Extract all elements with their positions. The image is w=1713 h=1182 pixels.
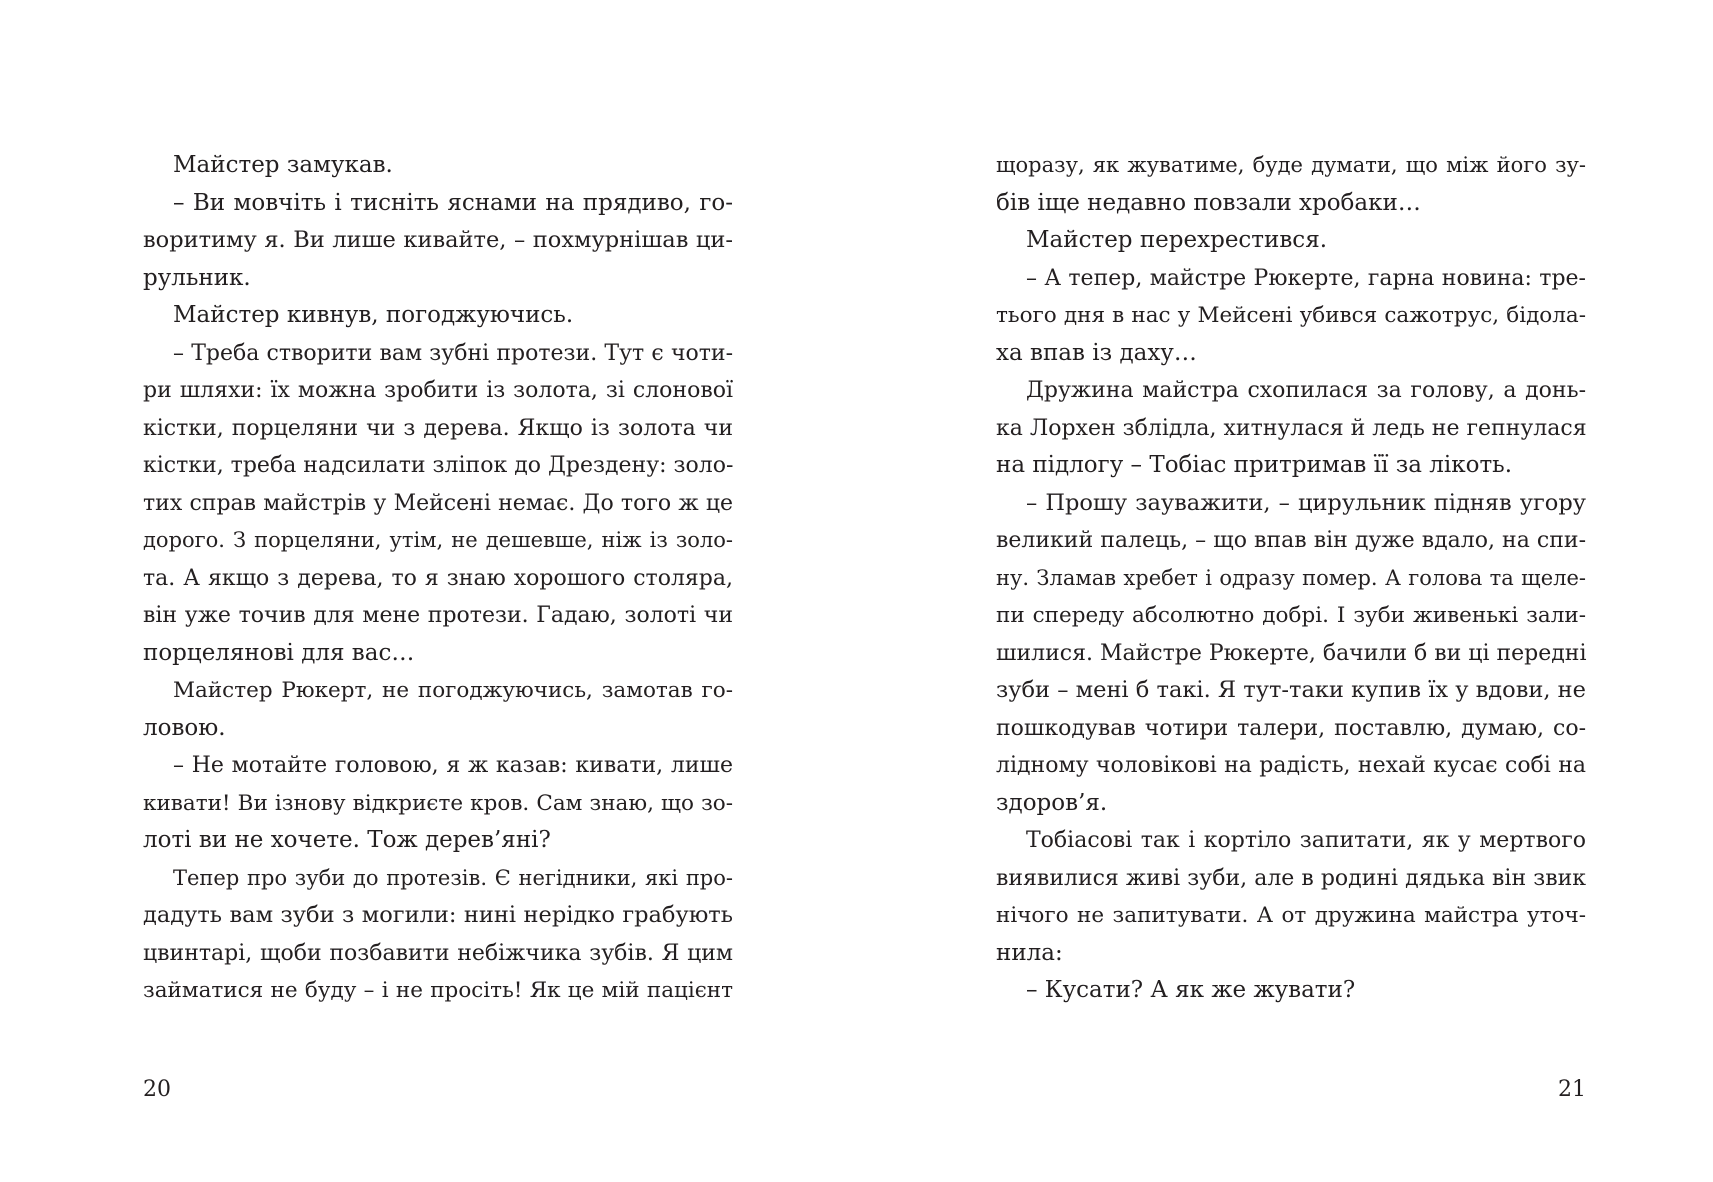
right-page-text: [996, 147, 1586, 1010]
text-line: нила:: [996, 939, 1063, 966]
text-line: лідному чоловікові на радість, нехай кусає собі на: [996, 753, 1586, 778]
text-line: кивати! Ви ізнову відкриєте кров. Сам знаю, що зо-: [143, 790, 733, 816]
text-line: ха впав із даху…: [996, 339, 1197, 366]
text-line: – А тепер, майстре Рюкерте, гарна новина: тре-: [1026, 265, 1586, 291]
text-line: здоров’я.: [996, 789, 1108, 816]
text-line: – Прошу зауважити, – цирульник підняв угору: [1026, 489, 1586, 516]
page-number-right: 21: [1558, 1077, 1586, 1102]
text-line: Майстер кивнув, погоджуючись.: [173, 302, 574, 328]
text-line: пошкодував чотири талери, поставлю, думаю, со-: [996, 715, 1586, 741]
left-page-text: [143, 147, 733, 1010]
text-line: тих справ майстрів у Мейсені немає. До того ж це: [143, 490, 733, 516]
text-line: кістки, порцеляни чи з дерева. Якщо із золота чи: [143, 415, 733, 441]
text-line: тього дня в нас у Мейсені убився сажотрус, бідола-: [996, 303, 1586, 328]
text-line: дорого. З порцеляни, утім, не дешевше, ніж із золо-: [143, 528, 733, 552]
text-line: на підлогу – Тобіас притримав її за лікоть.: [996, 452, 1513, 478]
text-line: займатися не буду – і не просіть! Як це мій пацієнт: [143, 978, 733, 1003]
text-line: великий палець, – що впав він дуже вдало, на спи-: [996, 528, 1586, 553]
text-line: лоті ви не хочете. Тож дерев’яні?: [143, 827, 551, 853]
text-line: бів іще недавно повзали хробаки…: [996, 189, 1421, 216]
text-line: Тобіасові так і кортіло запитати, як у мертвого: [1026, 828, 1586, 853]
text-line: ка Лорхен зблідла, хитнулася й ледь не гепнулася: [996, 415, 1587, 441]
text-line: шилися. Майстре Рюкерте, бачили б ви ці передні: [996, 640, 1587, 666]
text-line: зуби – мені б такі. Я тут-таки купив їх у вдови, не: [996, 677, 1586, 703]
text-line: порцелянові для вас…: [143, 639, 415, 666]
text-line: – Не мотайте головою, я ж казав: кивати, лише: [173, 753, 733, 778]
text-line: та. А якщо з дерева, то я знаю хорошого столяра,: [143, 565, 733, 591]
text-line: Дружина майстра схопилася за голову, а донь-: [1026, 378, 1586, 403]
text-line: – Ви мовчіть і тисніть яснами на прядиво, го-: [173, 189, 733, 216]
text-line: нічого не запитувати. А от дружина майстра уточ-: [996, 903, 1586, 928]
text-line: Майстер Рюкерт, не погоджуючись, замотав го-: [173, 678, 733, 703]
text-line: ловою.: [143, 714, 226, 741]
text-line: він уже точив для мене протези. Гадаю, золоті чи: [143, 603, 733, 628]
text-line: Майстер перехрестився.: [1026, 227, 1328, 253]
text-line: цвинтарі, щоби позбавити небіжчика зубів. Я цим: [143, 940, 733, 966]
page-number-left: 20: [143, 1077, 171, 1102]
text-line: Тепер про зуби до протезів. Є негідники, які про-: [173, 865, 733, 890]
text-line: рульник.: [143, 264, 251, 291]
text-line: щоразу, як жуватиме, буде думати, що між його зу-: [996, 153, 1586, 177]
text-line: Майстер замукав.: [173, 152, 393, 178]
text-line: ну. Зламав хребет і одразу помер. А голова та щеле-: [996, 565, 1586, 590]
text-line: дадуть вам зуби з могили: нині нерідко грабують: [143, 902, 733, 928]
text-line: пи спереду абсолютно добрі. І зуби живенькі зали-: [996, 603, 1586, 628]
text-line: – Кусати? А як же жувати?: [1026, 977, 1356, 1003]
text-line: – Треба створити вам зубні протези. Тут є чоти-: [173, 340, 733, 366]
text-line: виявилися живі зуби, але в родині дядька він звик: [996, 865, 1586, 891]
text-line: ри шляхи: їх можна зробити із золота, зі слонової: [143, 378, 733, 403]
text-line: воритиму я. Ви лише кивайте, – похмурнішав ци-: [143, 227, 733, 253]
text-line: кістки, треба надсилати зліпок до Дрездену: золо-: [143, 453, 734, 478]
